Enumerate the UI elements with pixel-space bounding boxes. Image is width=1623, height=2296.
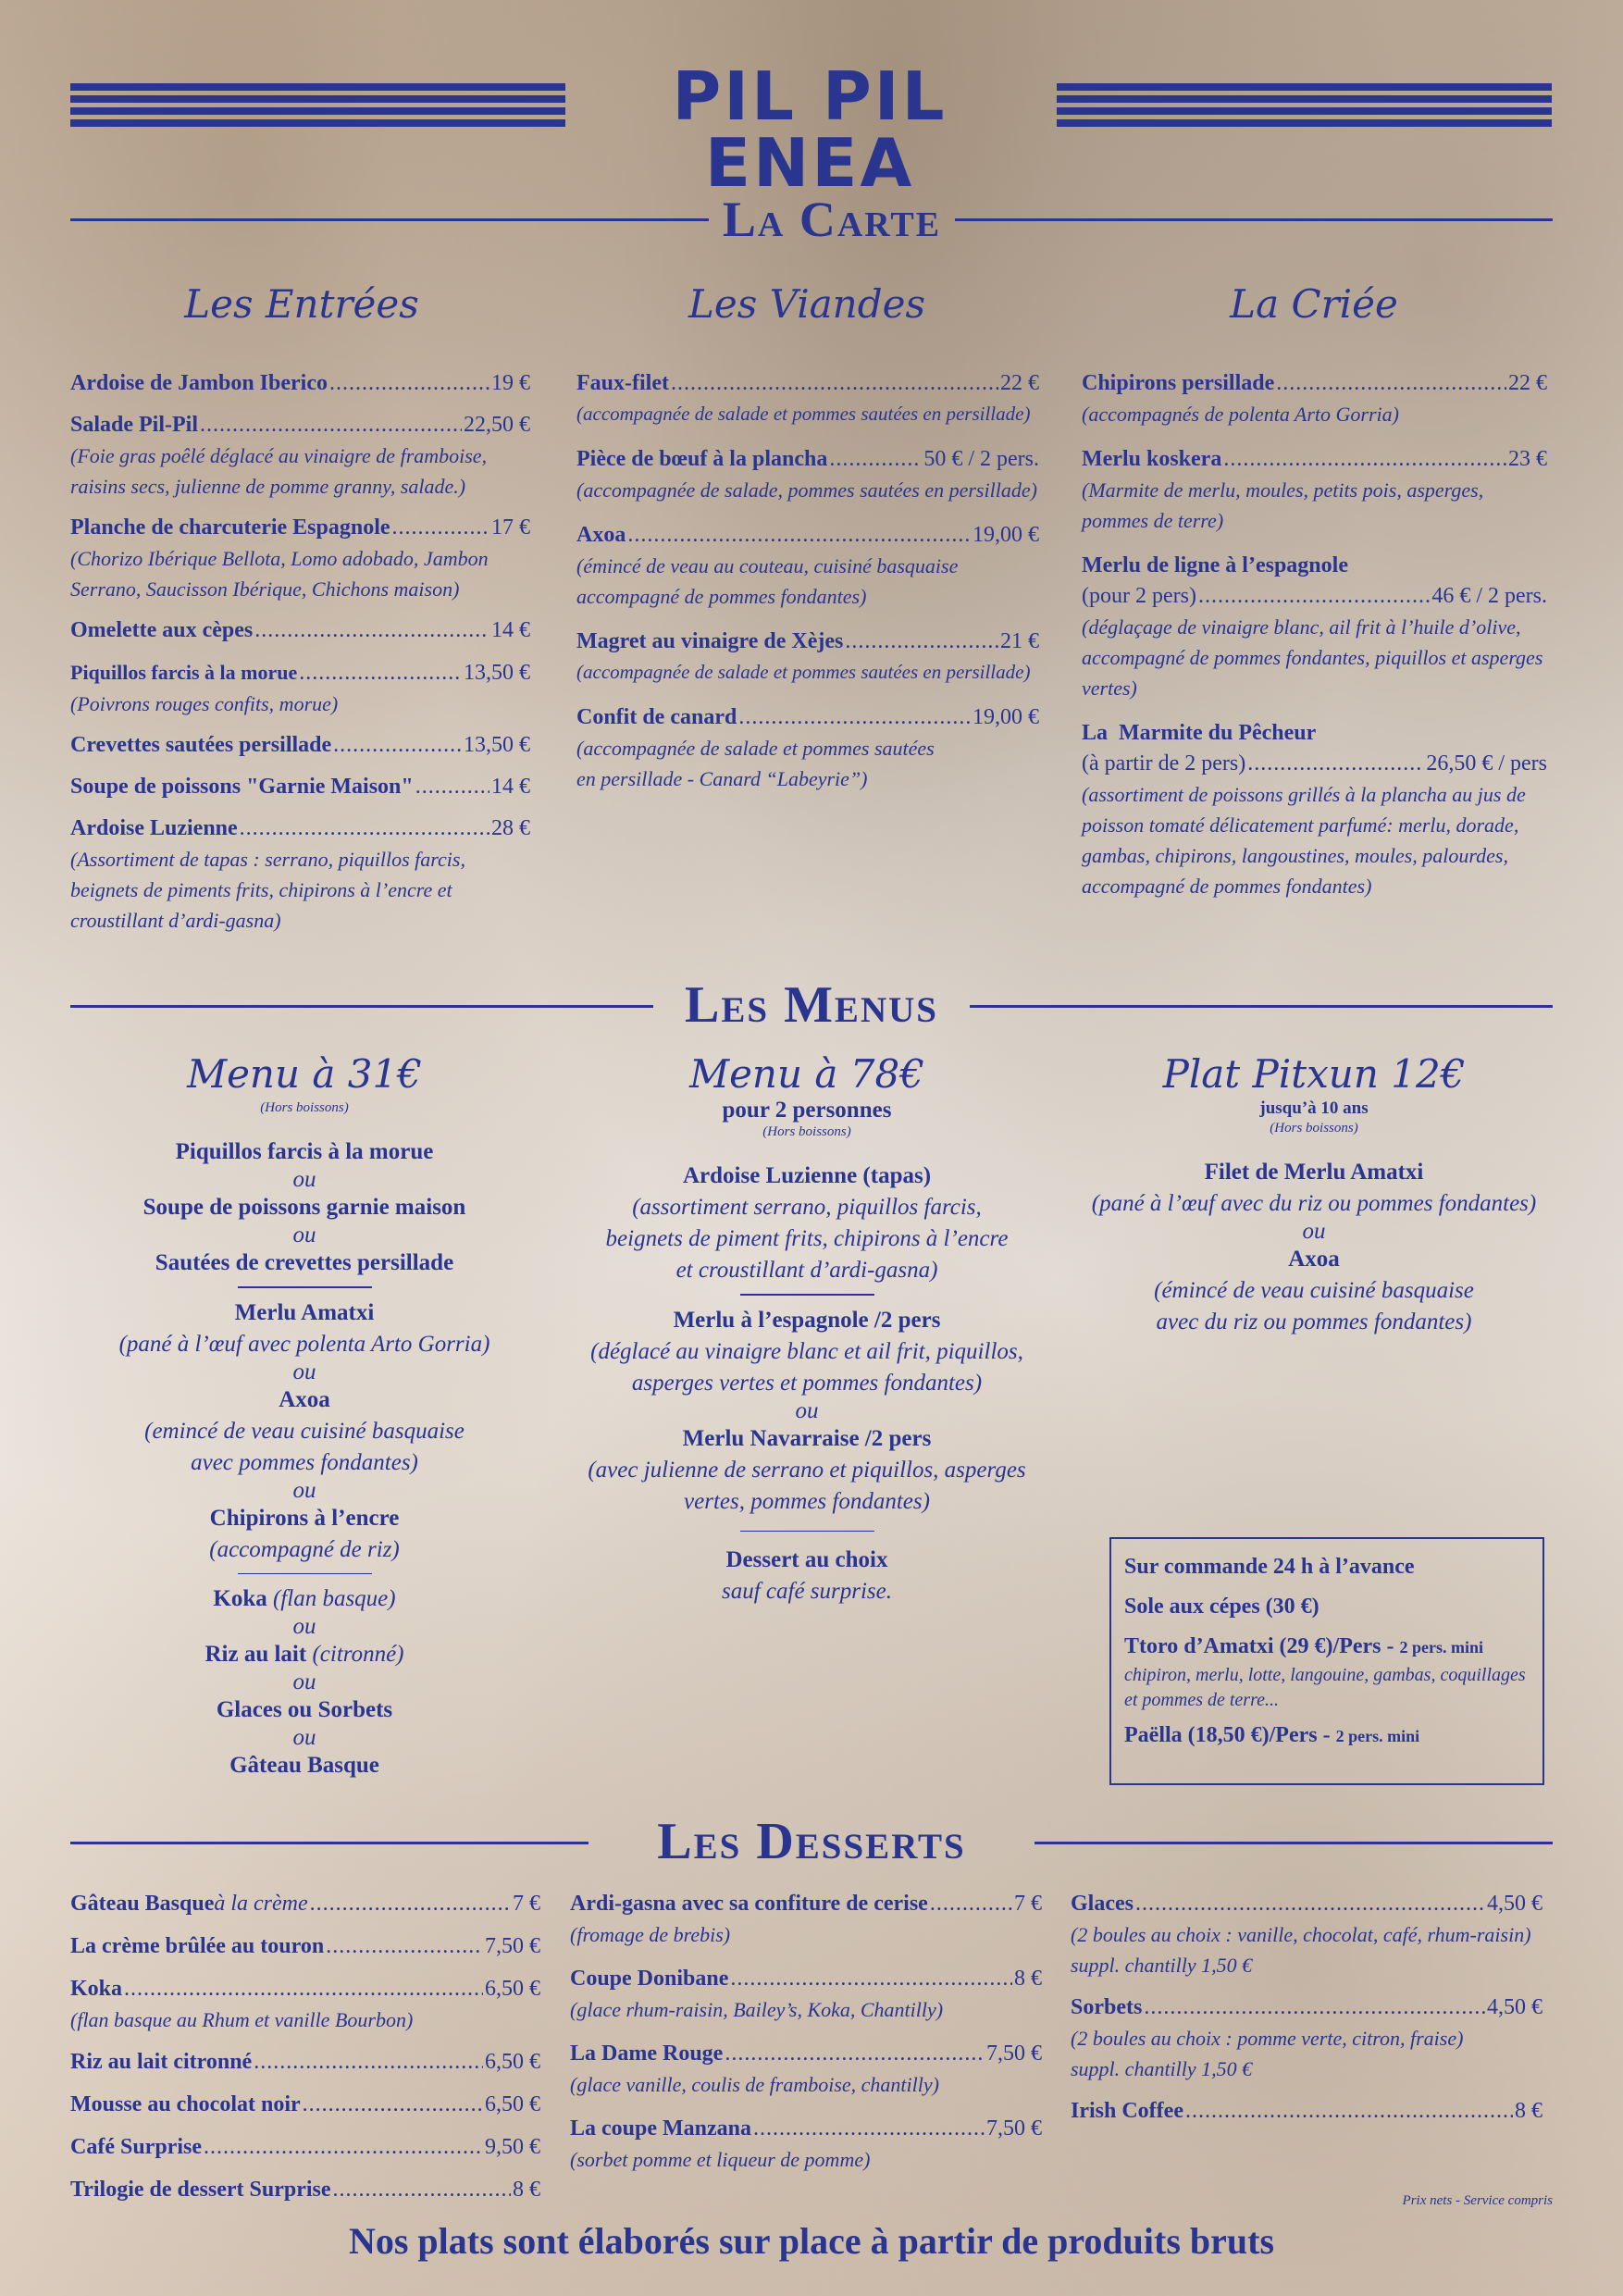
or-separator: ou (292, 1359, 316, 1384)
commande-heading: Sur commande 24 h à l’avance (1124, 1555, 1415, 1579)
item-price: 9,50 € (485, 2135, 540, 2159)
commande-min: 2 pers. mini (1335, 1727, 1420, 1745)
or-separator: ou (292, 1222, 316, 1247)
menu-dish: Ardoise Luzienne (tapas) (682, 1163, 932, 1188)
menu-dish-desc: (accompagné de riz) (209, 1536, 400, 1562)
course-divider (238, 1286, 372, 1288)
dessert-item (70, 1888, 540, 1919)
item-description: (émincé de veau au couteau, cuisiné basquaise accompagné de pommes fondantes) (576, 554, 959, 608)
item-description: (Poivrons rouges confits, morue) (70, 692, 339, 715)
menu-dish-desc: vertes, pommes fondantes) (684, 1488, 930, 1514)
item-description: (2 boules au choix : pomme verte, citron, fraise) (1071, 2027, 1464, 2050)
commande-min: 2 pers. mini (1399, 1638, 1484, 1657)
item-description: (Assortiment de tapas : serrano, piquillos farcis, beignets de piments frits, chipirons à l’encre et croustillant d’ardi-gasna) (70, 848, 465, 932)
menu-dish: Axoa (279, 1386, 330, 1412)
menu-dish-desc: (pané à l’œuf avec polenta Arto Gorria) (118, 1331, 490, 1357)
menu-31-title: Menu à 31€ (187, 1051, 422, 1097)
menu-subtitle: jusqu’à 10 ans (1259, 1098, 1369, 1118)
item-name: Confit de canard (576, 705, 737, 729)
or-separator: ou (292, 1477, 316, 1503)
dessert-item (70, 2131, 540, 2163)
header-stripes-right (1057, 83, 1552, 131)
commande-item: Ttoro d’Amatxi (29 €)/Pers - (1124, 1634, 1400, 1658)
item-price: 4,50 € (1487, 1995, 1542, 2019)
item-price: 6,50 € (485, 2092, 540, 2116)
item-name: Glaces (1071, 1892, 1134, 1916)
menu-item (70, 813, 530, 936)
prix-nets-note: Prix nets - Service compris (1402, 2193, 1553, 2208)
item-name: Mousse au chocolat noir (70, 2092, 301, 2116)
item-description: (flan basque au Rhum et vanille Bourbon) (70, 2008, 414, 2031)
or-separator: ou (292, 1669, 316, 1694)
menu-dish: Sautées de crevettes persillade (155, 1250, 454, 1275)
menu-dish-desc: avec pommes fondantes) (191, 1449, 418, 1475)
item-supplement: suppl. chantilly 1,50 € (1071, 1954, 1253, 1977)
item-price: 22 € (1000, 371, 1039, 395)
item-name: Ardi-gasna avec sa confiture de cerise (570, 1892, 928, 1916)
menu-31 (70, 1051, 539, 1781)
item-description: (Chorizo Ibérique Bellota, Lomo adobado, Jambon Serrano, Saucisson Ibérique, Chichons maison) (70, 547, 489, 601)
item-price: 8 € (1515, 2099, 1542, 2123)
menu-dish: Axoa (1288, 1247, 1340, 1272)
entrees-list (70, 368, 530, 947)
carte-rule-left (70, 218, 709, 221)
dessert-item (70, 2046, 540, 2078)
item-price: 14 € (491, 618, 530, 642)
desserts-title: Les Desserts (657, 1813, 966, 1870)
item-description: (accompagnée de salade, pommes sautées en persillade) (576, 478, 1037, 502)
item-name: Riz au lait citronné (70, 2050, 253, 2074)
item-price: 7 € (1014, 1892, 1042, 1916)
item-price: 19 € (491, 371, 530, 395)
dessert-item (70, 1973, 540, 2035)
item-name: Omelette aux cèpes (70, 618, 254, 642)
item-subtitle: (à partir de 2 pers) (1082, 751, 1246, 776)
menu-item (1082, 368, 1547, 429)
dessert-item (570, 2113, 1042, 2175)
or-separator: ou (292, 1614, 316, 1639)
viandes-list (576, 368, 1039, 805)
menu-item (1082, 718, 1547, 901)
item-price: 22,50 € (464, 413, 530, 437)
item-description: (accompagnée de salade et pommes sautées en persillade - Canard “Labeyrie”) (576, 737, 935, 790)
desserts-col-1 (70, 1888, 540, 2216)
menu-dish: Koka (213, 1586, 267, 1611)
menu-item (1082, 444, 1547, 536)
menus-rule-right (970, 1005, 1553, 1008)
commande-item: Sole aux cépes (30 €) (1124, 1595, 1319, 1619)
entrees-title: Les Entrées (184, 281, 419, 327)
menus-title: Les Menus (685, 976, 938, 1034)
carte-title: La Carte (722, 192, 942, 247)
menu-dish: Filet de Merlu Amatxi (1204, 1160, 1424, 1185)
menu-item (70, 657, 530, 719)
dessert-item (570, 1963, 1042, 2025)
item-name: Sorbets (1071, 1995, 1143, 2019)
item-name: Irish Coffee (1071, 2099, 1183, 2123)
menu-item (70, 368, 530, 399)
item-price: 13,50 € (464, 733, 530, 757)
viandes-title: Les Viandes (688, 281, 926, 327)
menu-dish: Piquillos farcis à la morue (175, 1139, 434, 1164)
item-price: 19,00 € (973, 523, 1039, 547)
item-description: (assortiment de poissons grillés à la plancha au jus de poisson tomaté délicatement parfumé: merlu, dorade, gambas, chipirons, langoustines, moules, palourdes, accompagné de pommes fondantes) (1082, 783, 1526, 898)
dessert-item (1071, 2095, 1542, 2127)
item-name: Magret au vinaigre de Xèjes (576, 629, 844, 653)
item-name: Crevettes sautées persillade (70, 733, 332, 757)
menu-dish: Merlu Navarraise /2 pers (682, 1425, 932, 1451)
menu-item (70, 730, 530, 761)
item-description: (Foie gras poêlé déglacé au vinaigre de framboise, raisins secs, julienne de pomme granny, salade.) (70, 444, 488, 498)
menu-dish: Glaces ou Sorbets (216, 1697, 393, 1722)
item-price: 14 € (491, 775, 530, 799)
item-description: (déglaçage de vinaigre blanc, ail frit à l’huile d’olive, accompagné de pommes fondantes, piquillos et asperges vertes) (1082, 615, 1543, 700)
item-description: (accompagnée de salade et pommes sautées en persillade) (576, 661, 1031, 683)
menu-dish-desc: sauf café surprise. (721, 1579, 893, 1604)
menu-item (576, 520, 1039, 612)
desserts-col-3 (1071, 1888, 1542, 2138)
menu-78 (566, 1051, 1047, 1607)
item-name: Café Surprise (70, 2135, 202, 2159)
item-name: La Marmite du Pêcheur (1082, 721, 1317, 745)
menu-dish: Dessert au choix (725, 1547, 888, 1572)
menus-rule-left (70, 1005, 653, 1008)
item-description: (accompagnés de polenta Arto Gorria) (1082, 403, 1399, 426)
menu-dish-desc: (émincé de veau cuisiné basquaise (1154, 1278, 1474, 1303)
item-price: 50 € / 2 pers. (923, 447, 1039, 471)
hors-boissons: (Hors boissons) (762, 1124, 851, 1139)
item-name: Ardoise de Jambon Iberico (70, 371, 328, 395)
restaurant-name: PIL PIL ENEA (672, 57, 948, 202)
item-price: 13,50 € (464, 661, 530, 685)
header-stripes-left (70, 83, 565, 131)
menu-dish: Riz au lait (204, 1642, 307, 1667)
course-divider (238, 1573, 372, 1575)
item-price: 7,50 € (986, 2116, 1042, 2141)
item-name: Salade Pil-Pil (70, 413, 198, 437)
or-separator: ou (1302, 1219, 1326, 1244)
desserts-rule-right (1035, 1842, 1553, 1844)
item-name: Ardoise Luzienne (70, 816, 238, 840)
dessert-item (70, 1930, 540, 1962)
hors-boissons: (Hors boissons) (260, 1100, 349, 1115)
item-name: Planche de charcuterie Espagnole (70, 515, 390, 540)
item-name: La crème brûlée au touron (70, 1934, 325, 1958)
dessert-item (570, 2038, 1042, 2100)
item-description: (glace vanille, coulis de framboise, chantilly) (570, 2073, 939, 2096)
footer-tagline: Nos plats sont élaborés sur place à partir de produits bruts (348, 2220, 1275, 2262)
item-name: Merlu de ligne à l’espagnole (1082, 553, 1348, 577)
item-name: Koka (70, 1977, 123, 2001)
menu-dish-desc: et croustillant d’ardi-gasna) (675, 1258, 938, 1283)
or-separator: ou (795, 1397, 819, 1423)
item-name: Axoa (576, 523, 626, 547)
commande-desc: chipiron, merlu, lotte, langouine, gambas, coquillages et pommes de terre... (1124, 1665, 1526, 1710)
menu-dish: Soupe de poissons garnie maison (142, 1195, 466, 1220)
item-description: (fromage de brebis) (570, 1923, 731, 1946)
item-name: Coupe Donibane (570, 1967, 729, 1991)
or-separator: ou (292, 1167, 316, 1192)
dessert-item (70, 2089, 540, 2120)
menu-dish-desc: (déglacé au vinaigre blanc et ail frit, piquillos, (590, 1338, 1023, 1364)
pitxun-title: Plat Pitxun 12€ (1162, 1051, 1466, 1097)
desserts-col-2 (570, 1888, 1042, 2188)
menu-item (70, 513, 530, 604)
dessert-item (1071, 1992, 1542, 2084)
menu-subtitle: pour 2 personnes (722, 1098, 892, 1123)
menu-78-title: Menu à 78€ (689, 1051, 924, 1097)
item-price: 6,50 € (485, 2050, 540, 2074)
item-name: Chipirons persillade (1082, 371, 1275, 395)
menu-item (576, 368, 1039, 429)
criee-list (1082, 368, 1547, 912)
item-price: 8 € (1014, 1967, 1042, 1991)
item-price: 8 € (513, 2178, 540, 2202)
menu-item (70, 615, 530, 646)
item-name: Pièce de bœuf à la plancha (576, 447, 828, 471)
course-divider (740, 1294, 874, 1296)
item-name: Soupe de poissons "Garnie Maison" (70, 775, 414, 799)
menu-dish: Merlu Amatxi (234, 1299, 375, 1325)
item-name: Merlu koskera (1082, 447, 1222, 471)
item-price: 21 € (1000, 629, 1039, 653)
menu-dish-desc: asperges vertes et pommes fondantes) (631, 1370, 983, 1396)
menu-item (70, 772, 530, 802)
item-price: 6,50 € (485, 1977, 540, 2001)
criee-title: La Criée (1230, 281, 1398, 327)
item-price: 46 € / 2 pers. (1431, 584, 1547, 608)
or-separator: ou (292, 1725, 316, 1750)
item-name: Piquillos farcis à la morue (70, 661, 298, 684)
item-name: La Dame Rouge (570, 2042, 724, 2066)
menu-dish-desc: (emincé de veau cuisiné basquaise (144, 1418, 465, 1444)
item-price: 7 € (513, 1892, 540, 1916)
item-subtitle: (pour 2 pers) (1082, 584, 1196, 608)
item-price: 7,50 € (986, 2042, 1042, 2066)
menu-dish: Gâteau Basque (229, 1753, 379, 1778)
item-description: (accompagnée de salade et pommes sautées en persillade) (576, 403, 1031, 425)
menu-dish-desc: (citronné) (312, 1642, 404, 1667)
commande-item: Paëlla (18,50 €)/Pers - (1124, 1723, 1336, 1747)
item-price: 26,50 € / pers (1426, 751, 1547, 776)
item-description: (2 boules au choix : vanille, chocolat, café, rhum-raisin) (1071, 1923, 1531, 1946)
menu-item (576, 702, 1039, 794)
menu-dish: Chipirons à l’encre (209, 1505, 400, 1531)
item-description: (Marmite de merlu, moules, petits pois, asperges, pommes de terre) (1082, 478, 1484, 532)
item-supplement: suppl. chantilly 1,50 € (1071, 2057, 1253, 2080)
menu-item (70, 410, 530, 502)
item-name: Faux-filet (576, 371, 669, 395)
menu-dish-desc: (avec julienne de serrano et piquillos, asperges (588, 1457, 1026, 1483)
menu-dish: Merlu à l’espagnole /2 pers (673, 1307, 941, 1333)
dessert-item (1071, 1888, 1542, 1980)
item-name: Trilogie de dessert Surprise (70, 2178, 331, 2202)
desserts-rule-left (70, 1842, 588, 1844)
hors-boissons: (Hors boissons) (1270, 1121, 1358, 1136)
menu-item (1082, 551, 1547, 703)
dessert-item (570, 1888, 1042, 1950)
menu-dish-desc: (assortiment serrano, piquillos farcis, (632, 1195, 982, 1220)
item-price: 7,50 € (485, 1934, 540, 1958)
item-name: La coupe Manzana (570, 2116, 752, 2141)
carte-rule-right (955, 218, 1553, 221)
plat-pitxun (1077, 1051, 1551, 1338)
sur-commande-box (1109, 1537, 1544, 1785)
item-extra: à la crème (214, 1892, 308, 1916)
menu-dish-desc: beignets de piment frits, chipirons à l’encre (605, 1226, 1009, 1251)
item-price: 19,00 € (973, 705, 1039, 729)
menu-dish-desc: avec du riz ou pommes fondantes) (1156, 1309, 1472, 1334)
menu-dish-desc: (pané à l’œuf avec du riz ou pommes fondantes) (1091, 1191, 1537, 1216)
item-description: (sorbet pomme et liqueur de pomme) (570, 2148, 871, 2171)
dessert-item (70, 2174, 540, 2205)
item-price: 17 € (491, 515, 530, 540)
item-price: 23 € (1508, 447, 1547, 471)
menu-item (576, 444, 1039, 505)
item-name: Gâteau Basque (70, 1892, 215, 1916)
item-description: (glace rhum-raisin, Bailey’s, Koka, Chantilly) (570, 1998, 944, 2021)
item-price: 22 € (1508, 371, 1547, 395)
item-price: 4,50 € (1487, 1892, 1542, 1916)
course-divider (740, 1531, 874, 1533)
menu-item (576, 627, 1039, 688)
item-price: 28 € (491, 816, 530, 840)
menu-dish-desc: (flan basque) (272, 1586, 396, 1611)
